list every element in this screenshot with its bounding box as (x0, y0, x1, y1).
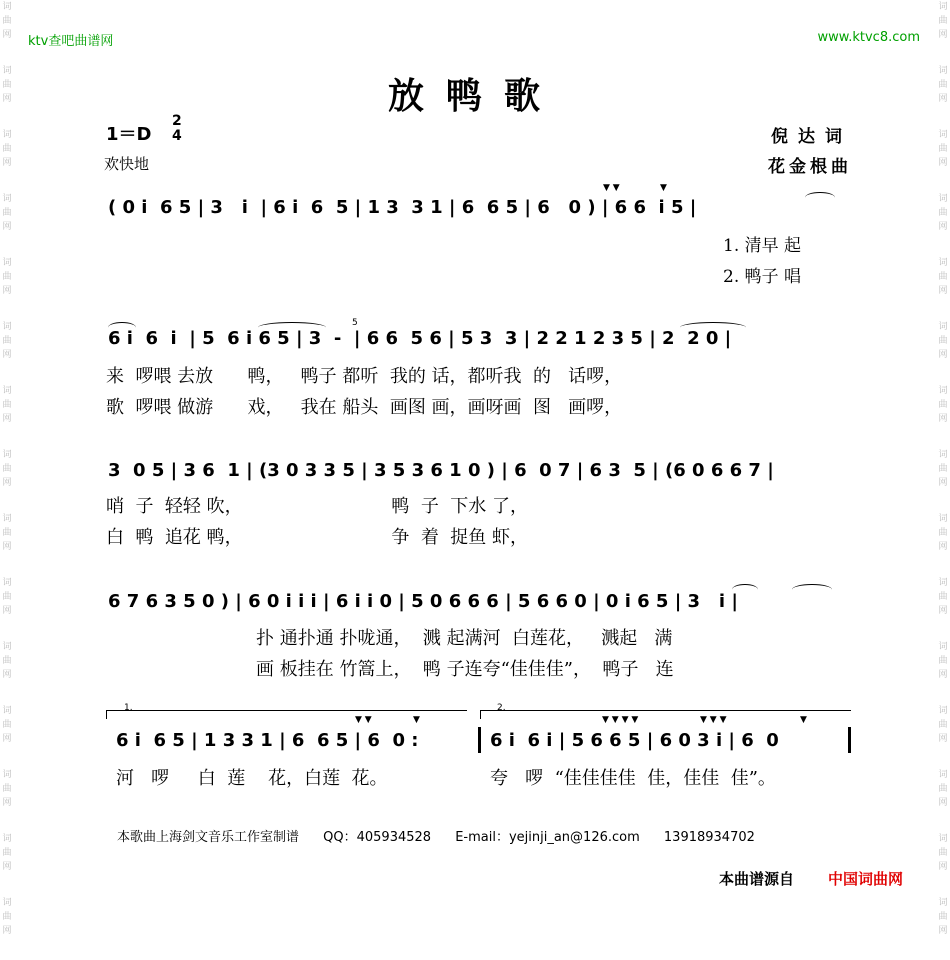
watermark-char: 曲 (938, 336, 948, 346)
left-watermark-column (0, 0, 14, 936)
watermark-char: 曲 (2, 848, 12, 858)
watermark-char: 网 (2, 350, 12, 360)
watermark-char: 词 (2, 386, 12, 396)
watermark-char: 曲 (938, 720, 948, 730)
time-signature-bottom: 4 (172, 128, 182, 144)
watermark-char: 曲 (938, 784, 948, 794)
watermark-char: 词 (2, 450, 12, 460)
watermark-char: 曲 (2, 720, 12, 730)
watermark-char: 词 (938, 578, 948, 588)
watermark-char: 网 (2, 222, 12, 232)
footer-credits (117, 826, 775, 845)
first-ending-label: 1. (124, 703, 133, 713)
lyricist-credit: 倪达词 (771, 127, 852, 147)
watermark-char: 曲 (938, 272, 948, 282)
watermark-char: 网 (938, 94, 948, 104)
phone-contact: 13918934702 (663, 830, 755, 845)
notation-line: 6 7 6 3 5 0 ) | 6 0 i i i | 6 i i 0 | 5 0 6 6 6 | 5 6 6 0 | 0 i 6 5 | 3 i | (108, 591, 738, 612)
watermark-char: 词 (938, 258, 948, 268)
watermark-char: 网 (938, 542, 948, 552)
watermark-char: 网 (2, 606, 12, 616)
watermark-char: 网 (938, 606, 948, 616)
watermark-char: 曲 (938, 80, 948, 90)
email-contact[interactable]: E-mail：yejinji_an@126.com (455, 830, 640, 845)
watermark-char: 词 (2, 194, 12, 204)
watermark-char: 词 (938, 450, 948, 460)
watermark-char: 网 (938, 734, 948, 744)
watermark-char: 曲 (2, 912, 12, 922)
watermark-char: 词 (938, 514, 948, 524)
watermark-char: 词 (938, 322, 948, 332)
watermark-char: 网 (2, 862, 12, 872)
slur-mark (805, 192, 835, 203)
watermark-char: 词 (938, 386, 948, 396)
second-ending-bracket (480, 710, 851, 719)
notation-line: 3 0 5 | 3 6 1 | (3 0 3 3 5 | 3 5 3 6 1 0 ) | 6 0 7 | 6 3 5 | (6 0 6 6 7 | (108, 460, 774, 481)
composer-credit: 花金根曲 (768, 157, 852, 177)
accent-mark: ▼ ▼ (355, 715, 372, 725)
watermark-char: 曲 (2, 528, 12, 538)
watermark-char: 曲 (938, 400, 948, 410)
watermark-char: 网 (938, 414, 948, 424)
watermark-char: 词 (938, 770, 948, 780)
watermark-char: 词 (2, 514, 12, 524)
watermark-char: 网 (938, 158, 948, 168)
watermark-char: 网 (938, 670, 948, 680)
watermark-char: 词 (2, 770, 12, 780)
watermark-char: 网 (938, 926, 948, 936)
watermark-char: 网 (938, 350, 948, 360)
watermark-char: 曲 (2, 784, 12, 794)
slur-mark (792, 584, 832, 595)
watermark-char: 网 (938, 862, 948, 872)
source-site-left[interactable]: ktv查吧曲谱网 (28, 34, 114, 49)
notation-line: 6 i 6 i | 5 6 i 6 5 | 3 - | 6 6 5 6 | 5 3 3 | 2 2 1 2 3 5 | 2 2 0 | (108, 328, 732, 349)
notation-first-ending: 6 i 6 5 | 1 3 3 1 | 6 6 5 | 6 0 : (116, 730, 419, 751)
accent-mark: ▼ (413, 715, 420, 725)
watermark-char: 网 (2, 286, 12, 296)
watermark-char: 词 (2, 130, 12, 140)
watermark-char: 网 (938, 798, 948, 808)
watermark-char: 词 (938, 898, 948, 908)
accent-mark: ▼ ▼ ▼ ▼ (602, 715, 639, 725)
lyric-verse-1: 哨 子 轻轻 吹， 鸭 子 下水 了， (106, 496, 528, 517)
lyric-verse-2: 歌 啰喂 做游 戏， 我在 船头 画图 画，画呀画 图 画啰， (106, 397, 623, 418)
source-site-link[interactable]: 中国词曲网 (828, 870, 904, 888)
watermark-char: 曲 (938, 528, 948, 538)
source-label: 本曲谱源自 (719, 870, 795, 888)
watermark-char: 词 (938, 642, 948, 652)
grace-note: 5 (352, 318, 358, 328)
lyric-second-ending: 夸 啰 “佳佳佳佳 佳，佳佳 佳”。 (490, 768, 776, 789)
watermark-char: 网 (2, 734, 12, 744)
watermark-char: 曲 (2, 144, 12, 154)
time-signature-top: 2 (172, 113, 182, 129)
lyric-verse-2: 白 鸭 追花 鸭， 争 着 捉鱼 虾， (106, 527, 528, 548)
second-ending-label: 2. (497, 703, 506, 713)
watermark-char: 曲 (938, 592, 948, 602)
watermark-char: 曲 (2, 80, 12, 90)
lyric-verse-1: 来 啰喂 去放 鸭， 鸭子 都听 我的 话，都听我 的 话啰， (106, 366, 623, 387)
watermark-char: 网 (2, 478, 12, 488)
lyric-verse-2: 2. 鸭子 唱 (723, 267, 802, 287)
watermark-char: 曲 (2, 208, 12, 218)
lyric-verse-1: 扑 通扑通 扑咙通， 溅 起满河 白莲花， 溅起 满 (256, 628, 673, 649)
watermark-char: 词 (938, 66, 948, 76)
watermark-char: 词 (938, 834, 948, 844)
lyric-verse-2: 画 板挂在 竹篙上， 鸭 子连夸“佳佳佳”， 鸭子 连 (256, 659, 674, 680)
watermark-char: 词 (2, 258, 12, 268)
watermark-char: 网 (2, 542, 12, 552)
watermark-char: 曲 (938, 912, 948, 922)
watermark-char: 曲 (938, 656, 948, 666)
notation-second-ending: 6 i 6 i | 5 6 6 5 | 6 0 3 i | 6 0 (490, 730, 779, 751)
watermark-char: 网 (2, 30, 12, 40)
watermark-char: 词 (2, 322, 12, 332)
watermark-char: 曲 (2, 400, 12, 410)
watermark-char: 曲 (2, 16, 12, 26)
source-site-right[interactable]: www.ktvc8.com (817, 30, 920, 45)
accent-mark: ▼ ▼ (603, 183, 620, 193)
watermark-char: 词 (2, 898, 12, 908)
final-barline (848, 727, 851, 753)
watermark-char: 网 (2, 414, 12, 424)
time-signature (172, 114, 182, 144)
right-watermark-column (936, 0, 950, 936)
watermark-char: 网 (2, 158, 12, 168)
repeat-barline (478, 727, 481, 753)
watermark-char: 网 (2, 798, 12, 808)
watermark-char: 曲 (2, 592, 12, 602)
watermark-char: 词 (2, 642, 12, 652)
accent-mark: ▼ ▼ ▼ (700, 715, 727, 725)
watermark-char: 曲 (2, 336, 12, 346)
accent-mark: ▼ (660, 183, 667, 193)
watermark-char: 曲 (938, 848, 948, 858)
watermark-char: 网 (2, 94, 12, 104)
watermark-char: 网 (2, 926, 12, 936)
watermark-char: 词 (2, 66, 12, 76)
key-signature: 1＝D (106, 124, 152, 145)
slur-mark (108, 322, 136, 333)
watermark-char: 曲 (2, 272, 12, 282)
notation-line: ( 0 i 6 5 | 3 i | 6 i 6 5 | 1 3 3 1 | 6 6 5 | 6 0 ) | 6 6 i 5 | (108, 197, 697, 218)
watermark-char: 曲 (2, 464, 12, 474)
watermark-char: 网 (938, 222, 948, 232)
watermark-char: 网 (938, 478, 948, 488)
slur-mark (680, 322, 746, 333)
watermark-char: 词 (938, 706, 948, 716)
watermark-char: 网 (938, 286, 948, 296)
watermark-char: 曲 (2, 656, 12, 666)
lyric-verse-1: 1. 清早 起 (723, 236, 802, 256)
watermark-char: 网 (938, 30, 948, 40)
watermark-char: 曲 (938, 16, 948, 26)
watermark-char: 词 (2, 706, 12, 716)
watermark-char: 曲 (938, 144, 948, 154)
watermark-char: 曲 (938, 208, 948, 218)
watermark-char: 曲 (938, 464, 948, 474)
accent-mark: ▼ (800, 715, 807, 725)
watermark-char: 词 (2, 2, 12, 12)
slur-mark (258, 322, 326, 333)
song-title: 放鸭歌 (387, 76, 562, 117)
watermark-char: 词 (938, 130, 948, 140)
studio-credit: 本歌曲上海剑文音乐工作室制谱 (117, 830, 300, 845)
watermark-char: 词 (2, 834, 12, 844)
slur-mark (732, 584, 758, 595)
watermark-char: 词 (938, 2, 948, 12)
watermark-char: 网 (2, 670, 12, 680)
lyric-first-ending: 河 啰 白 莲 花，白莲 花。 (116, 768, 388, 789)
tempo-marking: 欢快地 (104, 155, 150, 173)
qq-contact: QQ：405934528 (323, 830, 432, 845)
watermark-char: 词 (2, 578, 12, 588)
watermark-char: 词 (938, 194, 948, 204)
